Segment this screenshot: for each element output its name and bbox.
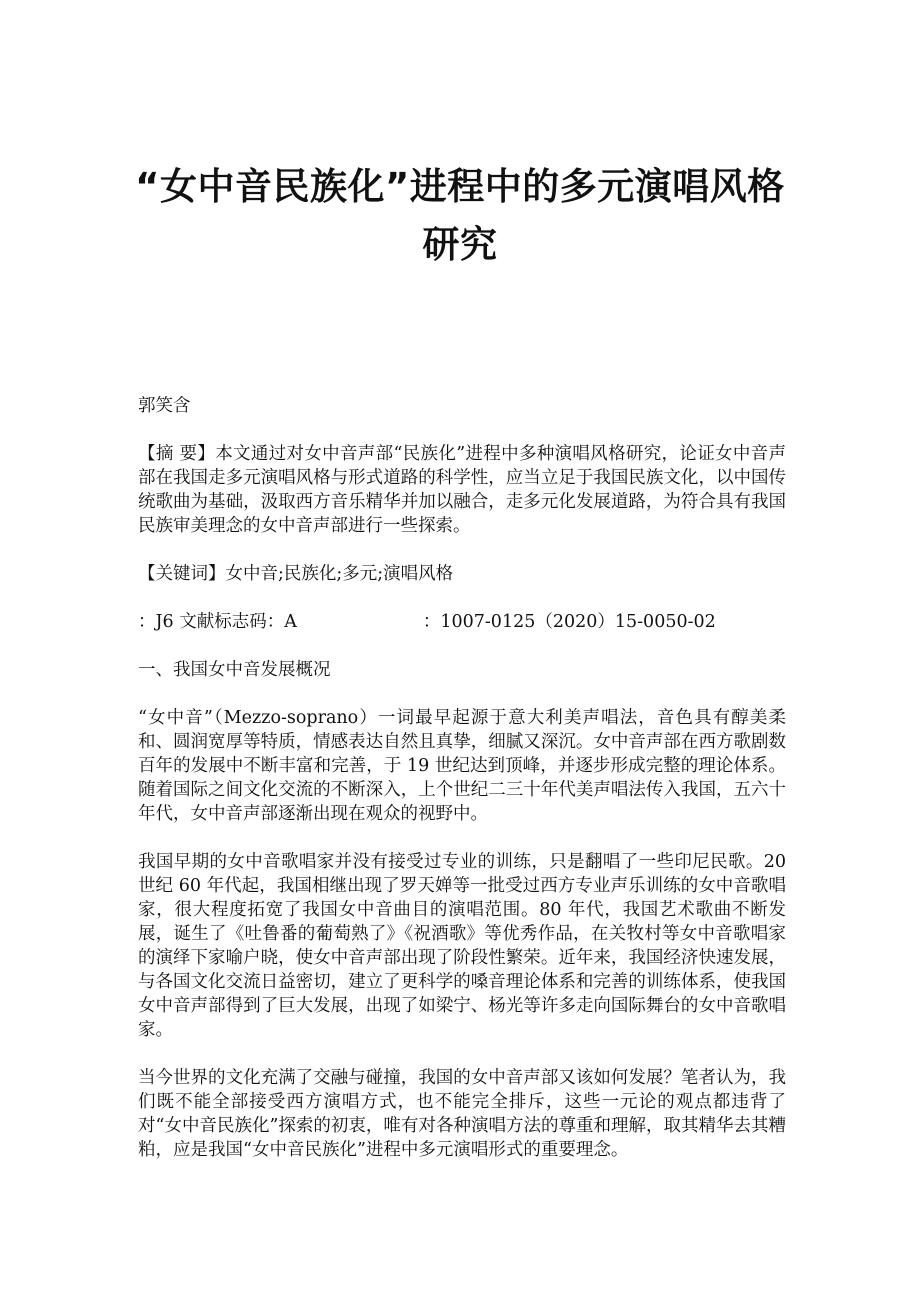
document-body	[138, 394, 786, 1186]
keywords: 【关键词】女中音;民族化;多元;演唱风格	[138, 564, 454, 584]
document-title: “女中音民族化”进程中的多元演唱风格研究	[135, 165, 785, 266]
classification-line	[138, 610, 786, 634]
classification-code: ：J6 文献标志码：A	[138, 612, 297, 632]
article-number: ：1007-0125（2020）15-0050-02	[422, 612, 716, 632]
paragraph: “女中音”（Mezzo-soprano）一词最早起源于意大利美声唱法，音色具有醇美柔和、圆润宽厚等特质，情感表达自然且真挚，细腻又深沉。女中音声部在西方歌剧数百年的发展中不断丰富和完善，于 19 世纪达到顶峰，并逐步形成完整的理论体系。随着国际之间文化交流的不断深入，上个世纪二三十年代美声唱法传入我国，五六十年代，女中音声部逐渐出现在观众的视野中。	[138, 708, 786, 824]
abstract: 【摘 要】本文通过对女中音声部“民族化”进程中多种演唱风格研究，论证女中音声部在我国走多元演唱风格与形式道路的科学性，应当立足于我国民族文化，以中国传统歌曲为基础，汲取西方音乐精华并加以融合，走多元化发展道路，为符合具有我国民族审美理念的女中音声部进行一些探索。	[138, 444, 786, 536]
section-heading: 一、我国女中音发展概况	[138, 660, 331, 680]
paragraph: 当今世界的文化充满了交融与碰撞，我国的女中音声部又该如何发展？笔者认为，我们既不能全部接受西方演唱方式，也不能完全排斥，这些一元论的观点都违背了对“女中音民族化”探索的初衷，唯有对各种演唱方法的尊重和理解，取其精华去其糟粕，应是我国“女中音民族化”进程中多元演唱形式的重要理念。	[138, 1068, 786, 1160]
paragraph: 我国早期的女中音歌唱家并没有接受过专业的训练，只是翻唱了一些印尼民歌。20 世纪 60 年代起，我国相继出现了罗天婵等一批受过西方专业声乐训练的女中音歌唱家，很大程度拓宽了我国女中音曲目的演唱范围。80 年代，我国艺术歌曲不断发展，诞生了《吐鲁番的葡萄熟了》《祝酒歌》等优秀作品，在关牧村等女中音歌唱家的演绎下家喻户晓，使女中音声部出现了阶段性繁荣。近年来，我国经济快速发展，与各国文化交流日益密切，建立了更科学的嗓音理论体系和完善的训练体系，使我国女中音声部得到了巨大发展，出现了如梁宁、杨光等许多走向国际舞台的女中音歌唱家。	[138, 852, 786, 1040]
author: 郭笑含	[138, 396, 191, 416]
